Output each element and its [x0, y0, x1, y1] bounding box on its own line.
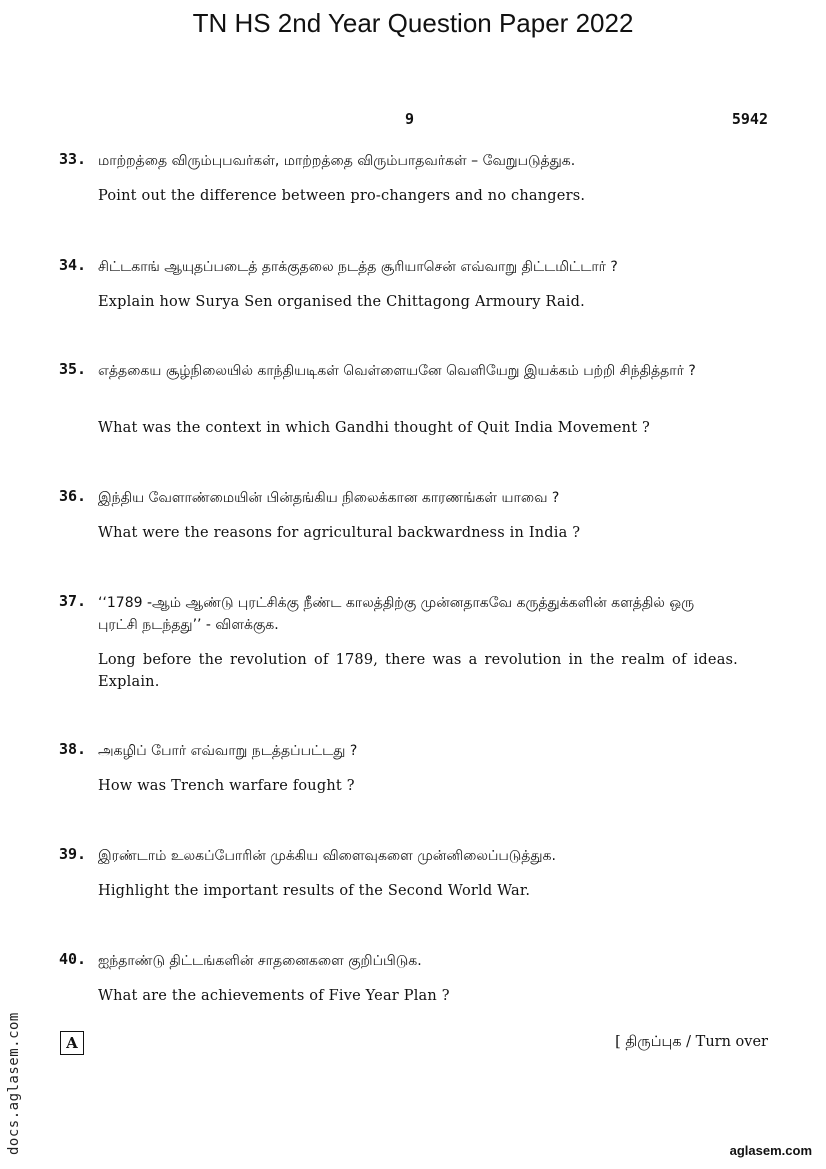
paper-code: 5942 — [731, 110, 768, 128]
question-number: 33. — [59, 150, 87, 168]
question-number: 35. — [59, 360, 87, 378]
question-tamil: இரண்டாம் உலகப்போரின் முக்கிய விளைவுகளை முன்னிலைப்படுத்துக. — [98, 848, 556, 864]
question-tamil: மாற்றத்தை விரும்புபவர்கள், மாற்றத்தை விரும்பாதவர்கள் – வேறுபடுத்துக. — [98, 153, 576, 169]
question-number: 39. — [59, 845, 87, 863]
question-tamil: அகழிப் போர் எவ்வாறு நடத்தப்பட்டது ? — [98, 743, 358, 759]
question-number: 38. — [59, 740, 87, 758]
question-number: 40. — [59, 950, 87, 968]
question-english: What was the context in which Gandhi thought of Quit India Movement ? — [98, 420, 651, 436]
question-english: Point out the difference between pro-changers and no changers. — [98, 188, 586, 204]
turn-over-note: [ திருப்புக / Turn over — [615, 1034, 768, 1050]
question-tamil: ‘‘1789 -ஆம் ஆண்டு புரட்சிக்கு நீண்ட காலத்திற்கு முன்னதாகவே கருத்துக்களின் களத்தில் ஒரு புரட்சி நடந்தது’’ - விளக்குக. — [98, 595, 695, 633]
question-number: 34. — [59, 256, 87, 274]
question-english: Explain how Surya Sen organised the Chittagong Armoury Raid. — [98, 294, 585, 310]
series-code-box: A — [60, 1031, 84, 1055]
question-tamil: ஐந்தாண்டு திட்டங்களின் சாதனைகளை குறிப்பிடுக. — [98, 953, 422, 969]
site-label: aglasem.com — [729, 1143, 812, 1158]
page-number: 9 — [405, 110, 415, 128]
question-tamil: சிட்டகாங் ஆயுதப்படைத் தாக்குதலை நடத்த சூரியாசென் எவ்வாறு திட்டமிட்டார் ? — [98, 259, 618, 275]
banner-title: TN HS 2nd Year Question Paper 2022 — [192, 8, 634, 38]
question-tamil: இந்திய வேளாண்மையின் பின்தங்கிய நிலைக்கான காரணங்கள் யாவை ? — [98, 490, 560, 506]
question-tamil: எத்தகைய சூழ்நிலையில் காந்தியடிகள் வெள்ளையனே வெளியேறு இயக்கம் பற்றி சிந்தித்தார் ? — [98, 363, 696, 379]
question-english: What are the achievements of Five Year Plan ? — [98, 988, 450, 1004]
question-english: Long before the revolution of 1789, there was a revolution in the realm of ideas. Explain. — [98, 652, 738, 690]
question-english: Highlight the important results of the Second World War. — [98, 883, 531, 899]
question-number: 36. — [59, 487, 87, 505]
question-english: What were the reasons for agricultural backwardness in India ? — [98, 525, 581, 541]
question-number: 37. — [59, 592, 87, 610]
watermark-text: docs.aglasem.com — [6, 1012, 22, 1155]
question-english: How was Trench warfare fought ? — [98, 778, 355, 794]
